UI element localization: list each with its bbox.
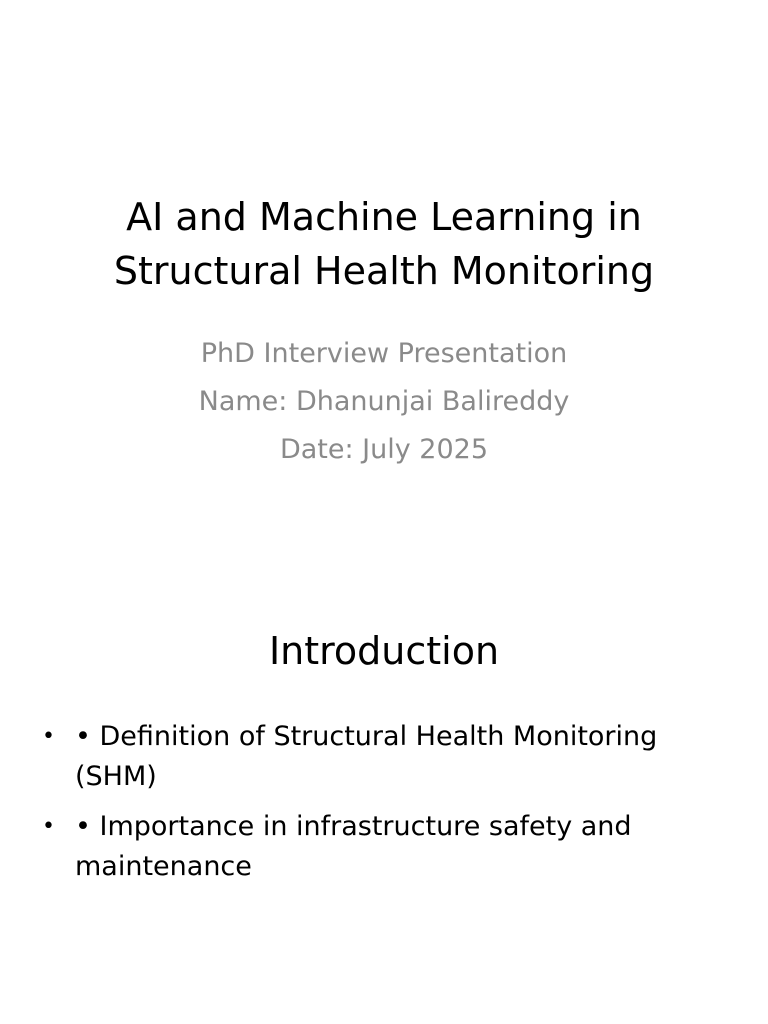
bullet-text: • Definition of Structural Health Monitoring (SHM) — [75, 721, 658, 792]
slide-title: Introduction — [268, 629, 500, 673]
subtitle-line-date: Date: July 2025 — [279, 434, 489, 465]
bullet-text: • Importance in infrastructure safety and maintenance — [75, 811, 632, 882]
bullet-icon: • — [42, 724, 55, 749]
subtitle-line-event: PhD Interview Presentation — [200, 338, 568, 369]
presentation-title: AI and Machine Learning in Structural Health Monitoring — [113, 195, 655, 293]
list-item — [40, 807, 720, 887]
presentation-subtitle — [80, 330, 688, 474]
bullet-icon: • — [42, 814, 55, 839]
bullet-list — [40, 717, 720, 897]
list-item — [40, 717, 720, 797]
introduction-slide — [0, 512, 768, 1024]
subtitle-line-name: Name: Dhanunjai Balireddy — [198, 386, 570, 417]
